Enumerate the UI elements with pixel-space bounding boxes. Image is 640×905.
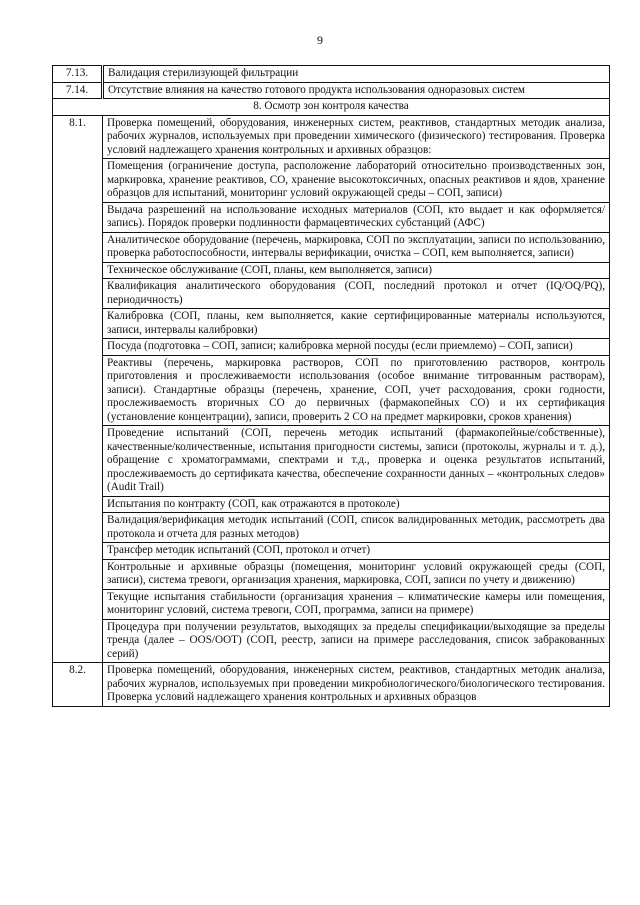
table-row	[53, 309, 610, 339]
inspection-table	[52, 65, 610, 707]
table-row	[53, 202, 610, 232]
list-item: Текущие испытания стабильности (организация хранения – климатические камеры или помещения, мониторинг условий, система тревоги, СОП, программа, записи на примере)	[103, 589, 610, 619]
list-item: Испытания по контракту (СОП, как отражаются в протоколе)	[103, 496, 610, 513]
list-item: Реактивы (перечень, маркировка растворов, СОП по приготовлению растворов, контроль приготовления и прослеживаемости использования (особое внимание титрованным растворам), записи). Стандартные образцы (перечень, хранение, СОП, учет расходования, сроки годности, прослеживаемость вторичных СО до первичных (фармакопейных СО) и их сертификация (установление концентрации), записи, проверить 2 СО на предмет маркировки, сроков хранения)	[103, 355, 610, 426]
table-row	[53, 339, 610, 356]
row-number: 7.14.	[53, 82, 103, 99]
list-item: Валидация/верификация методик испытаний (СОП, список валидированных методик, рассмотреть два протокола и отчета для разных методов)	[103, 513, 610, 543]
list-item: Помещения (ограничение доступа, расположение лабораторий относительно производственных зон, маркировка, хранение реактивов, СО, хранение высокотоксичных, опасных реактивов и ядов, хранение образцов для испытаний, мониторинг условий окружающей среды – СОП, записи)	[103, 159, 610, 203]
table-row-7-13	[53, 66, 610, 83]
row-text: Отсутствие влияния на качество готового продукта использования одноразовых систем	[103, 82, 610, 99]
row-number: 8.1.	[53, 115, 103, 663]
list-item: Квалификация аналитического оборудования (СОП, последний протокол и отчет (IQ/OQ/PQ), периодичность)	[103, 279, 610, 309]
list-item: Процедура при получении результатов, выходящих за пределы спецификации/выходящие за пределы тренда (далее – OOS/OOT) (СОП, реестр, записи на примере расследования, список забракованных серий)	[103, 619, 610, 663]
table-row	[53, 543, 610, 560]
table-row	[53, 279, 610, 309]
list-item: Проведение испытаний (СОП, перечень методик испытаний (фармакопейные/собственные), качественные/количественные, испытания пригодности системы, записи (протоколы, журналы и т. д.), обращение с хроматограммами, спектрами и т.д., проверка и оценка результатов испытаний, прослеживаемость до сертификата качества, обеспечение сохранности данных – «контрольных следов» (Audit Trail)	[103, 426, 610, 497]
list-item: Техническое обслуживание (СОП, планы, кем выполняется, записи)	[103, 262, 610, 279]
table-row	[53, 355, 610, 426]
table-row-7-14	[53, 82, 610, 99]
table-row	[53, 589, 610, 619]
table-row	[53, 232, 610, 262]
table-row	[53, 262, 610, 279]
list-item: Проверка помещений, оборудования, инженерных систем, реактивов, стандартных методик анализа, рабочих журналов, используемых при проведении химического (физического) тестирования. Проверка условий надлежащего хранения контрольных и архивных образцов:	[103, 115, 610, 159]
table-row	[53, 159, 610, 203]
table-row-8-2	[53, 663, 610, 707]
list-item: Аналитическое оборудование (перечень, маркировка, СОП по эксплуатации, записи по использованию, проверка работоспособности, интервалы верификации, очистка – СОП, кем выполняется, записи)	[103, 232, 610, 262]
row-number: 8.2.	[53, 663, 103, 707]
table-row	[53, 513, 610, 543]
list-item: Калибровка (СОП, планы, кем выполняется, какие сертифицированные материалы используются, записи, интервалы калибровки)	[103, 309, 610, 339]
row-text: Проверка помещений, оборудования, инженерных систем, реактивов, стандартных методик анализа, рабочих журналов, используемых при проведении микробиологического/биологического тестирования. Проверка условий надлежащего хранения контрольных и архивных образцов	[103, 663, 610, 707]
table-row	[53, 426, 610, 497]
list-item: Выдача разрешений на использование исходных материалов (СОП, кто выдает и как оформляется/запись). Порядок проверки подлинности фармацевтических субстанций (АФС)	[103, 202, 610, 232]
section-title: 8. Осмотр зон контроля качества	[53, 99, 610, 116]
section-header-row	[53, 99, 610, 116]
table-row	[53, 496, 610, 513]
row-number: 7.13.	[53, 66, 103, 83]
list-item: Трансфер методик испытаний (СОП, протокол и отчет)	[103, 543, 610, 560]
table-row	[53, 559, 610, 589]
page-number: 9	[317, 33, 323, 47]
list-item: Посуда (подготовка – СОП, записи; калибровка мерной посуды (если приемлемо) – СОП, записи)	[103, 339, 610, 356]
table-row	[53, 619, 610, 663]
table-row-8-1	[53, 115, 610, 159]
list-item: Контрольные и архивные образцы (помещения, мониторинг условий окружающей среды (СОП, записи), система тревоги, организация хранения, маркировка, СОП, записи по учету и движению)	[103, 559, 610, 589]
row-text: Валидация стерилизующей фильтрации	[103, 66, 610, 83]
